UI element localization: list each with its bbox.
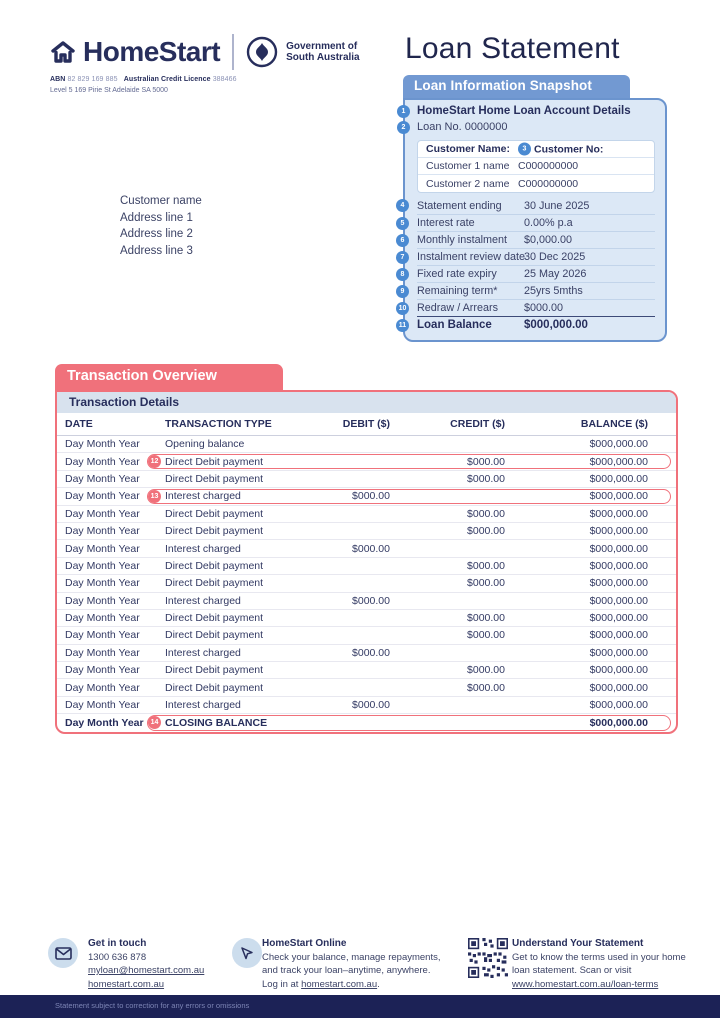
annotation-number-badge: 5 — [396, 217, 409, 230]
recipient-address-block — [120, 193, 202, 259]
date-cell: Day Month Year — [65, 716, 144, 729]
debit-cell: $000.00 — [352, 490, 390, 503]
type-cell: Interest charged — [165, 542, 241, 555]
type-cell: Interest charged — [165, 490, 241, 503]
credit-cell: $000.00 — [467, 525, 505, 538]
recipient-address-1: Address line 1 — [120, 211, 193, 224]
loan-snapshot-tab: Loan Information Snapshot — [403, 75, 630, 98]
customer-no-header: 3 Customer No: — [518, 143, 603, 156]
balance-cell: $000,000.00 — [589, 629, 648, 642]
credit-cell: $000.00 — [467, 559, 505, 572]
annotation-number-badge: 8 — [396, 268, 409, 281]
contact-title: Get in touch — [88, 938, 147, 949]
type-cell: Direct Debit payment — [165, 681, 264, 694]
footer-disclaimer-bar — [0, 995, 720, 1018]
transaction-details-bar: Transaction Details — [57, 392, 676, 413]
page-title: Loan Statement — [405, 32, 620, 65]
annotation-number-badge: 7 — [396, 251, 409, 264]
transaction-row — [57, 593, 676, 610]
contact-web-link[interactable]: homestart.com.au — [88, 978, 165, 990]
debit-cell: $000.00 — [352, 542, 390, 555]
column-header-credit: CREDIT ($) — [450, 418, 505, 430]
customer-name-cell: Customer 2 name — [426, 177, 510, 190]
header-logos — [50, 34, 360, 70]
transaction-overview-tab: Transaction Overview — [55, 364, 283, 390]
type-cell: Interest charged — [165, 699, 241, 712]
type-cell: Direct Debit payment — [165, 612, 264, 625]
snapshot-value: 30 June 2025 — [524, 199, 590, 212]
qr-code-icon — [468, 938, 508, 978]
transaction-row — [57, 488, 676, 505]
understand-line-1: Get to know the terms used in your home — [512, 951, 686, 963]
debit-cell: $000.00 — [352, 646, 390, 659]
snapshot-label: Redraw / Arrears — [417, 302, 499, 314]
column-header-balance: BALANCE ($) — [580, 418, 648, 430]
contact-phone: 1300 636 878 — [88, 951, 147, 963]
annotation-number-badge: 3 — [518, 143, 531, 156]
type-cell: Direct Debit payment — [165, 577, 264, 590]
date-cell: Day Month Year — [65, 699, 140, 712]
snapshot-value: 30 Dec 2025 — [524, 251, 586, 263]
balance-cell: $000,000.00 — [589, 438, 648, 451]
balance-cell: $000,000.00 — [589, 612, 648, 625]
snapshot-label: Remaining term* — [417, 285, 498, 297]
annotation-number-badge: 6 — [396, 234, 409, 247]
snapshot-value: $000,000.00 — [524, 319, 588, 331]
recipient-name: Customer name — [120, 195, 202, 207]
contact-email-link[interactable]: myloan@homestart.com.au — [88, 965, 205, 976]
footer-contact-block — [88, 937, 204, 991]
online-line-3: Log in at homestart.com.au. — [262, 978, 380, 990]
credit-cell: $000.00 — [467, 629, 505, 642]
date-cell: Day Month Year — [65, 472, 140, 485]
snapshot-row — [400, 282, 655, 299]
transaction-row — [57, 558, 676, 575]
balance-cell: $000,000.00 — [589, 594, 648, 607]
balance-cell: $000,000.00 — [589, 681, 648, 694]
footer-understand-block — [512, 937, 686, 991]
transaction-row — [57, 627, 676, 644]
balance-cell: $000,000.00 — [589, 490, 648, 503]
snapshot-row — [400, 214, 655, 231]
date-cell: Day Month Year — [65, 681, 140, 694]
credit-cell: $000.00 — [467, 612, 505, 625]
snapshot-row — [400, 197, 655, 214]
online-login-link[interactable]: homestart.com.au — [301, 978, 378, 990]
transaction-row — [57, 714, 676, 731]
balance-cell: $000,000.00 — [589, 699, 648, 712]
transaction-row — [57, 645, 676, 662]
transaction-row — [57, 697, 676, 714]
annotation-number-badge: 13 — [148, 490, 161, 503]
transaction-row — [57, 436, 676, 453]
annotation-number-badge: 11 — [396, 319, 409, 332]
account-details-title-row: 1 HomeStart Home Loan Account Details — [417, 105, 655, 121]
online-line-2: and track your loan–anytime, anywhere. — [262, 965, 431, 976]
annotation-number-badge: 2 — [397, 121, 410, 134]
annotation-number-badge: 10 — [396, 302, 409, 315]
customer-table-header — [418, 141, 654, 158]
column-header-debit: DEBIT ($) — [342, 418, 390, 430]
snapshot-label: Monthly instalment — [417, 234, 508, 246]
balance-cell: $000,000.00 — [589, 542, 648, 555]
customer-table-row — [418, 175, 654, 192]
snapshot-value: $0,000.00 — [524, 234, 573, 246]
balance-cell: $000,000.00 — [589, 525, 648, 538]
customer-name-header: Customer Name: — [426, 143, 511, 155]
date-cell: Day Month Year — [65, 455, 140, 468]
type-cell: Direct Debit payment — [165, 525, 264, 538]
transaction-row — [57, 506, 676, 523]
balance-cell: $000,000.00 — [589, 472, 648, 485]
government-sa-logo-icon — [246, 36, 278, 68]
type-cell: Interest charged — [165, 646, 241, 659]
debit-cell: $000.00 — [352, 594, 390, 607]
snapshot-value: $000.00 — [524, 302, 564, 314]
annotation-number-badge: 1 — [397, 105, 410, 118]
date-cell: Day Month Year — [65, 438, 140, 451]
loan-number-row: 2 Loan No. 0000000 — [417, 121, 655, 137]
balance-cell: $000,000.00 — [589, 455, 648, 468]
loan-terms-link[interactable]: www.homestart.com.au/loan-terms — [512, 978, 659, 990]
type-cell: Direct Debit payment — [165, 455, 264, 468]
brand-name: HomeStart — [83, 36, 221, 67]
online-line-1: Check your balance, manage repayments, — [262, 951, 441, 963]
date-cell: Day Month Year — [65, 490, 140, 503]
column-header-date: DATE — [65, 418, 93, 430]
transaction-table-header — [57, 413, 676, 436]
understand-line-2: loan statement. Scan or visit — [512, 965, 632, 976]
customer-name-cell: Customer 1 name — [426, 160, 510, 172]
transaction-row — [57, 679, 676, 696]
debit-cell: $000.00 — [352, 699, 390, 712]
type-cell: CLOSING BALANCE — [165, 716, 268, 729]
date-cell: Day Month Year — [65, 664, 140, 677]
footer-online-block — [262, 937, 441, 991]
snapshot-row — [400, 265, 655, 282]
customer-no-cell: C000000000 — [518, 160, 579, 172]
balance-cell: $000,000.00 — [589, 559, 648, 572]
type-cell: Direct Debit payment — [165, 664, 264, 677]
online-title: HomeStart Online — [262, 938, 347, 949]
date-cell: Day Month Year — [65, 525, 140, 538]
transaction-row — [57, 453, 676, 470]
snapshot-row — [398, 299, 655, 316]
credit-cell: $000.00 — [467, 577, 505, 590]
date-cell: Day Month Year — [65, 507, 140, 520]
credit-cell: $000.00 — [467, 664, 505, 677]
envelope-icon — [48, 938, 78, 968]
snapshot-label: Loan Balance — [417, 319, 492, 331]
annotation-number-badge: 12 — [148, 455, 161, 468]
customer-table-row — [418, 158, 654, 175]
snapshot-label: Statement ending — [417, 199, 502, 212]
government-sa-label: Government of South Australia — [286, 40, 360, 63]
balance-cell: $000,000.00 — [589, 577, 648, 590]
loan-snapshot-panel — [398, 98, 667, 342]
balance-cell: $000,000.00 — [589, 507, 648, 520]
customer-no-cell: C000000000 — [518, 177, 579, 190]
date-cell: Day Month Year — [65, 559, 140, 572]
snapshot-label: Instalment review date — [417, 251, 526, 263]
snapshot-row — [400, 248, 655, 265]
transaction-row — [57, 662, 676, 679]
date-cell: Day Month Year — [65, 629, 140, 642]
type-cell: Direct Debit payment — [165, 629, 264, 642]
date-cell: Day Month Year — [65, 646, 140, 659]
transaction-table-panel — [55, 390, 678, 734]
type-cell: Direct Debit payment — [165, 507, 264, 520]
credit-cell: $000.00 — [467, 507, 505, 520]
credit-cell: $000.00 — [467, 472, 505, 485]
date-cell: Day Month Year — [65, 612, 140, 625]
transaction-row — [57, 575, 676, 592]
transaction-row — [57, 471, 676, 488]
credit-cell: $000.00 — [467, 455, 505, 468]
balance-cell: $000,000.00 — [589, 716, 648, 729]
snapshot-row — [398, 316, 655, 333]
snapshot-label: Interest rate — [417, 217, 475, 229]
balance-cell: $000,000.00 — [589, 646, 648, 659]
transaction-table-body — [57, 436, 676, 732]
homestart-house-icon — [50, 39, 76, 65]
logo-divider — [232, 34, 234, 70]
transaction-row — [57, 610, 676, 627]
disclaimer-text: Statement subject to correction for any errors or omissions — [55, 1001, 250, 1010]
type-cell: Interest charged — [165, 594, 241, 607]
type-cell: Direct Debit payment — [165, 472, 264, 485]
balance-cell: $000,000.00 — [589, 664, 648, 677]
snapshot-value: 0.00% p.a — [524, 217, 573, 229]
understand-title: Understand Your Statement — [512, 938, 644, 949]
snapshot-row — [400, 231, 655, 248]
annotation-number-badge: 4 — [396, 199, 409, 212]
type-cell: Opening balance — [165, 438, 245, 451]
date-cell: Day Month Year — [65, 594, 140, 607]
snapshot-value: 25 May 2026 — [524, 268, 587, 280]
annotation-number-badge: 14 — [148, 716, 161, 729]
recipient-address-3: Address line 3 — [120, 244, 193, 257]
snapshot-label: Fixed rate expiry — [417, 268, 497, 280]
date-cell: Day Month Year — [65, 577, 140, 590]
recipient-address-2: Address line 2 — [120, 228, 193, 240]
transaction-row — [57, 523, 676, 540]
credit-cell: $000.00 — [467, 681, 505, 694]
cursor-icon — [232, 938, 262, 968]
annotation-number-badge: 9 — [396, 285, 409, 298]
office-address-line: Level 5 169 Pirie St Adelaide SA 5000 — [50, 87, 168, 94]
customer-table — [417, 140, 655, 193]
date-cell: Day Month Year — [65, 542, 140, 555]
transaction-row — [57, 540, 676, 557]
abn-licence-line: ABN 82 829 169 885 Australian Credit Licence 388466 — [50, 76, 237, 83]
type-cell: Direct Debit payment — [165, 559, 264, 572]
snapshot-value: 25yrs 5mths — [524, 285, 583, 297]
column-header-type: TRANSACTION TYPE — [165, 418, 272, 430]
